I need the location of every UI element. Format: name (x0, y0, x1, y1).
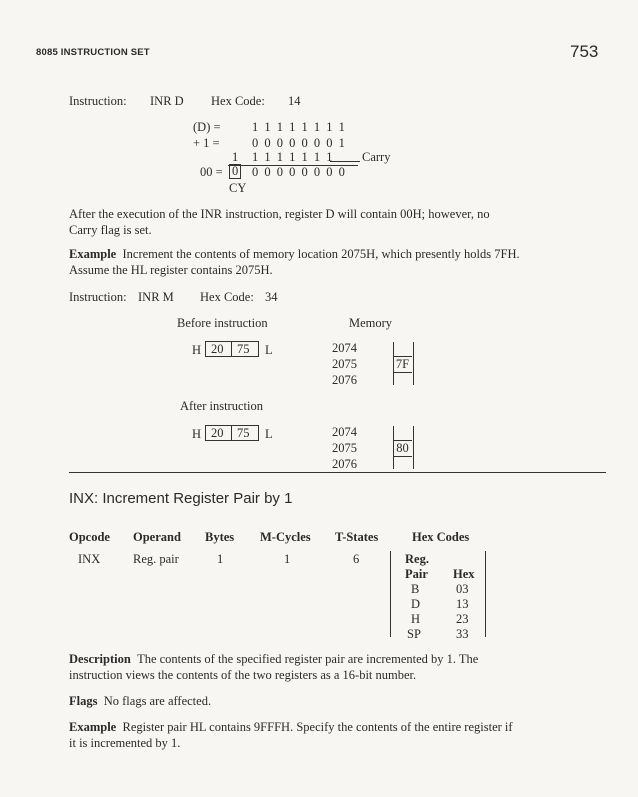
hex-table-hex-header: Hex (453, 567, 475, 581)
inr-m-hex-code: 34 (265, 290, 278, 304)
row-bytes: 1 (217, 552, 224, 566)
example-1-label: Example (69, 247, 117, 261)
cy-label: CY (229, 181, 247, 195)
inr-d-explanation: After the execution of the INR instruction, register D will contain 00H; however, no Carry flag is set. (69, 207, 490, 237)
col-hexcodes: Hex Codes (412, 530, 470, 544)
after-instruction-label: After instruction (180, 399, 263, 413)
memory-value-after: 80 (393, 440, 412, 457)
hex-row-pair: B (411, 582, 420, 596)
inr-m-mnemonic: INR M (138, 290, 174, 304)
description (69, 651, 521, 683)
addr-2075-after: 2075 (332, 441, 357, 455)
memory-right-rule-before (413, 342, 414, 385)
hex-row-hex: 23 (456, 612, 469, 626)
row-mcycles: 1 (284, 552, 291, 566)
addr-2074-after: 2074 (332, 425, 357, 439)
col-operand: Operand (133, 530, 181, 544)
flags (69, 693, 521, 709)
memory-value-before: 7F (393, 356, 412, 373)
row2-label: + 1 = (193, 136, 220, 150)
addr-2076-after: 2076 (332, 457, 357, 471)
inr-d-mnemonic: INR D (150, 94, 184, 108)
hl-register-before (205, 341, 259, 357)
page-number: 753 (570, 42, 599, 61)
hex-table-pair-header: Pair (405, 567, 428, 581)
row1-label: (D) = (193, 120, 221, 134)
hex-row-hex: 33 (456, 627, 469, 641)
reg-h-label-before: H (192, 343, 202, 357)
reg-h-label-after: H (192, 427, 202, 441)
example-2-label: Example (69, 720, 117, 734)
example-1 (69, 246, 521, 278)
flags-label: Flags (69, 694, 98, 708)
section-divider (69, 472, 606, 473)
carry-bits: 1 1 1 1 1 1 1 (252, 150, 333, 164)
example-1-text: Increment the contents of memory location 2075H, which presently holds 7FH. Assume the HL register contains 2075H. (69, 247, 520, 277)
section-title: INX: Increment Register Pair by 1 (69, 490, 293, 507)
hex-row-pair: D (411, 597, 421, 611)
result-bits: 0 0 0 0 0 0 0 0 (252, 165, 346, 179)
l-value-after: 75 (237, 426, 250, 440)
col-tstates: T-States (335, 530, 379, 544)
addr-2075-before: 2075 (332, 357, 357, 371)
carry-underline (330, 161, 360, 162)
col-bytes: Bytes (205, 530, 235, 544)
carry-label: Carry (362, 150, 391, 164)
reg-l-label-after: L (265, 427, 273, 441)
description-label: Description (69, 652, 131, 666)
description-text: The contents of the specified register pair are incremented by 1. The instruction views the contents of the two registers as a 16-bit number. (69, 652, 479, 682)
result-cy-value: 0 (229, 164, 241, 179)
hex-row-pair: SP (407, 627, 421, 641)
reg-l-label-before: L (265, 343, 273, 357)
result-cy-box (229, 164, 241, 179)
example-2-text: Register pair HL contains 9FFFH. Specify the contents of the entire register if it is incremented by 1. (69, 720, 513, 750)
h-value-before: 20 (211, 342, 224, 356)
inr-m-hex-label: Hex Code: (200, 290, 254, 304)
memory-right-rule-after (413, 426, 414, 469)
row-opcode: INX (78, 552, 101, 566)
hex-row-hex: 13 (456, 597, 469, 611)
hex-row-hex: 03 (456, 582, 469, 596)
running-head: 8085 INSTRUCTION SET (36, 47, 150, 58)
inr-d-instruction-label: Instruction: (69, 94, 127, 108)
addr-2074-before: 2074 (332, 341, 357, 355)
addr-2076-before: 2076 (332, 373, 357, 387)
col-mcycles: M-Cycles (260, 530, 311, 544)
result-label: 00 = (200, 165, 223, 179)
inr-d-hex-code: 14 (288, 94, 301, 108)
h-value-after: 20 (211, 426, 224, 440)
col-opcode: Opcode (69, 530, 110, 544)
hex-row-pair: H (411, 612, 421, 626)
memory-label: Memory (349, 316, 393, 330)
row1-bits: 1 1 1 1 1 1 1 1 (252, 120, 346, 134)
inr-d-hex-label: Hex Code: (211, 94, 265, 108)
inr-m-instruction-label: Instruction: (69, 290, 127, 304)
hex-table-right-rule (485, 551, 486, 637)
row2-bits: 0 0 0 0 0 0 0 1 (252, 136, 346, 150)
example-2 (69, 719, 521, 751)
carry-digit: 1 (232, 150, 239, 164)
l-value-before: 75 (237, 342, 250, 356)
flags-text: No flags are affected. (103, 694, 212, 708)
hex-table-left-rule (390, 551, 391, 637)
row-tstates: 6 (353, 552, 360, 566)
hex-table-reg-header: Reg. (405, 552, 429, 566)
row-operand: Reg. pair (133, 552, 179, 566)
hl-register-after (205, 425, 259, 441)
before-instruction-label: Before instruction (177, 316, 268, 330)
